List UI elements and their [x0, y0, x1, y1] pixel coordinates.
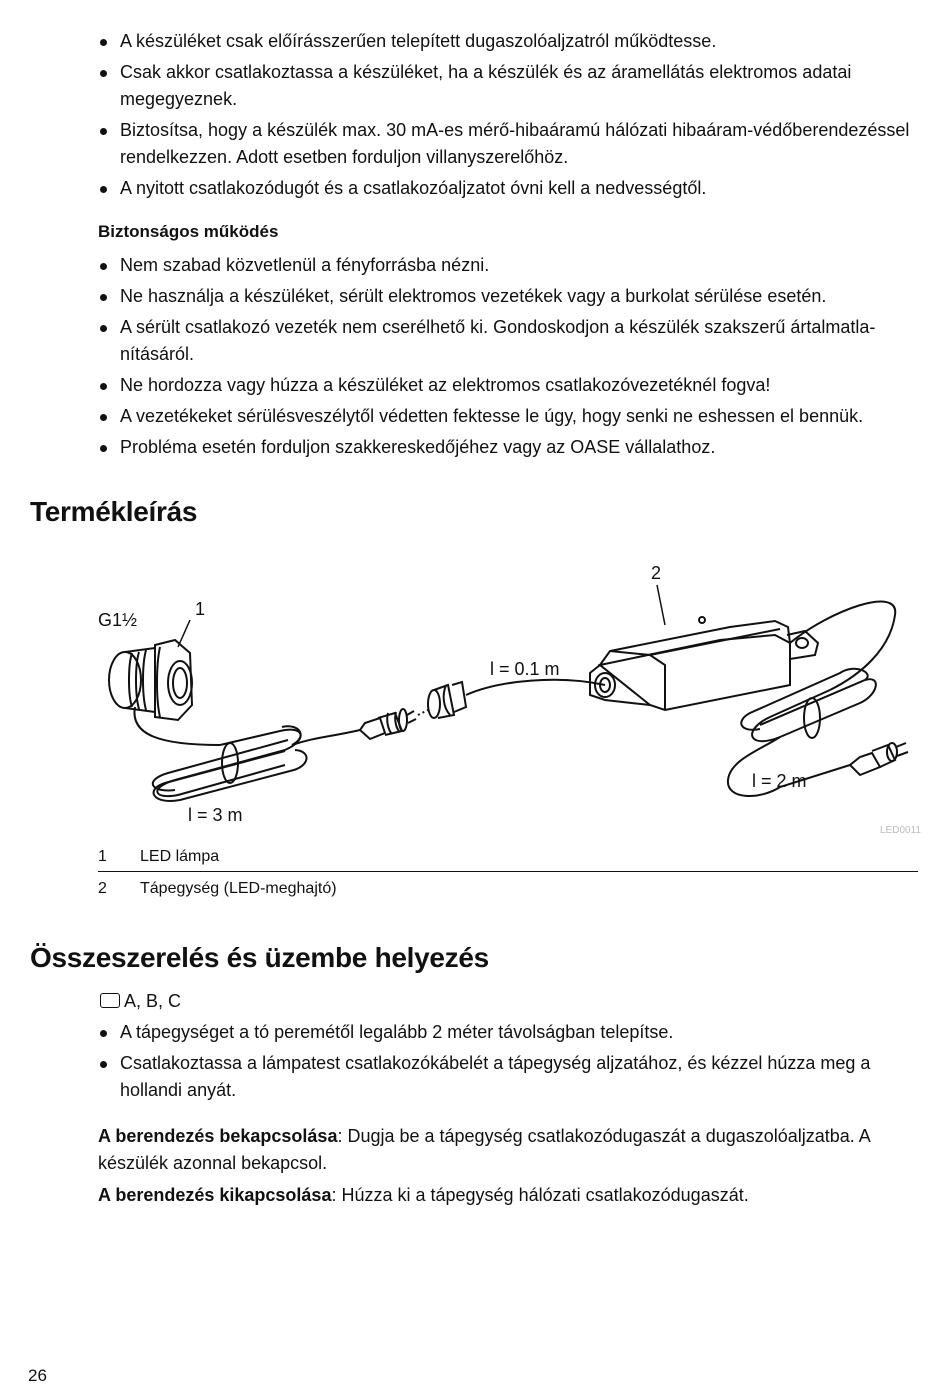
legend-row	[98, 842, 918, 872]
page-number: 26	[28, 1366, 47, 1385]
bullet-item: A vezetékeket sérülésveszélytől védetten fektesse le úgy, hogy senki ne eshessen el bennük.	[98, 403, 918, 430]
safety-bullet-list	[98, 28, 918, 206]
cable-length-power: l = 2 m	[752, 771, 807, 791]
switch-on-label: A berendezés bekapcsolása	[98, 1126, 338, 1146]
legend-text: LED lámpa	[140, 848, 220, 865]
power-plug	[850, 743, 908, 775]
safe-operation-heading: Biztonságos működés	[98, 222, 279, 241]
switch-on-text: : Dugja be a tápegység csatlakozódugaszát a dugaszolóaljzatba. A készülék azonnal bekapcsol.	[98, 1126, 870, 1173]
legend-text: Tápegység (LED-meghajtó)	[140, 880, 337, 897]
legend-number: 1	[98, 848, 107, 865]
bullet-item: Csatlakoztassa a lámpatest csatlakozókábelét a tápegység aljzatához, és kézzel húzza meg a hollandi anyát.	[98, 1050, 918, 1104]
cable-length-short: l = 0.1 m	[490, 659, 560, 679]
product-heading: Termékleírás	[30, 496, 198, 527]
figure-icon	[100, 993, 120, 1008]
bullet-item: A készüléket csak előírásszerűen telepített dugaszolóaljzatról működtesse.	[98, 28, 918, 55]
power-supply-unit	[590, 617, 818, 710]
legend-row	[98, 874, 918, 904]
led-lamp-illustration	[109, 640, 192, 720]
callout-1: 1	[195, 599, 206, 619]
cable-connector-female	[428, 682, 466, 718]
assembly-bullet-list	[98, 1019, 918, 1108]
bullet-item: A sérült csatlakozó vezeték nem cserélhető ki. Gondoskodjon a készülék szakszerű ártalmatlanításáról.	[98, 314, 918, 368]
switch-off-paragraph	[98, 1182, 918, 1209]
bullet-item: Ne használja a készüléket, sérült elektromos vezetékek vagy a burkolat sérülése esetén.	[98, 283, 918, 310]
figure-reference	[100, 988, 181, 1015]
figure-code: LED0011	[880, 825, 921, 836]
cable-length-lamp: l = 3 m	[188, 805, 243, 825]
safe-operation-list	[98, 252, 918, 465]
product-diagram	[60, 555, 930, 840]
legend-divider	[98, 871, 918, 872]
cable-coil-lamp	[153, 726, 307, 801]
bullet-item: Biztosítsa, hogy a készülék max. 30 mA-es mérő-hibaáramú hálózati hibaáram-védőberendezéssel rendelkezzen. Adott esetben forduljon villanyszerelőhöz.	[98, 117, 918, 171]
switch-on-paragraph	[98, 1123, 918, 1177]
bullet-item: Nem szabad közvetlenül a fényforrásba nézni.	[98, 252, 918, 279]
bullet-item: Probléma esetén forduljon szakkereskedőjéhez vagy az OASE vállalathoz.	[98, 434, 918, 461]
bullet-item: Csak akkor csatlakoztassa a készüléket, ha a készülék és az áramellátás elektromos adatai megegyeznek.	[98, 59, 918, 113]
figure-reference-text: A, B, C	[124, 991, 182, 1011]
cable-connector-male	[360, 709, 416, 739]
switch-off-label: A berendezés kikapcsolása	[98, 1185, 332, 1205]
bullet-item: Ne hordozza vagy húzza a készüléket az elektromos csatlakozóvezetéknél fogva!	[98, 372, 918, 399]
thread-size-label: G1½	[98, 610, 138, 630]
bullet-item: A tápegységet a tó peremétől legalább 2 méter távolságban telepítse.	[98, 1019, 918, 1046]
switch-off-text: : Húzza ki a tápegység hálózati csatlakozódugaszát.	[331, 1185, 749, 1205]
legend-number: 2	[98, 880, 107, 897]
bullet-item: A nyitott csatlakozódugót és a csatlakozóaljzatot óvni kell a nedvességtől.	[98, 175, 918, 202]
assembly-heading: Összeszerelés és üzembe helyezés	[30, 942, 489, 973]
callout-2: 2	[651, 563, 662, 583]
